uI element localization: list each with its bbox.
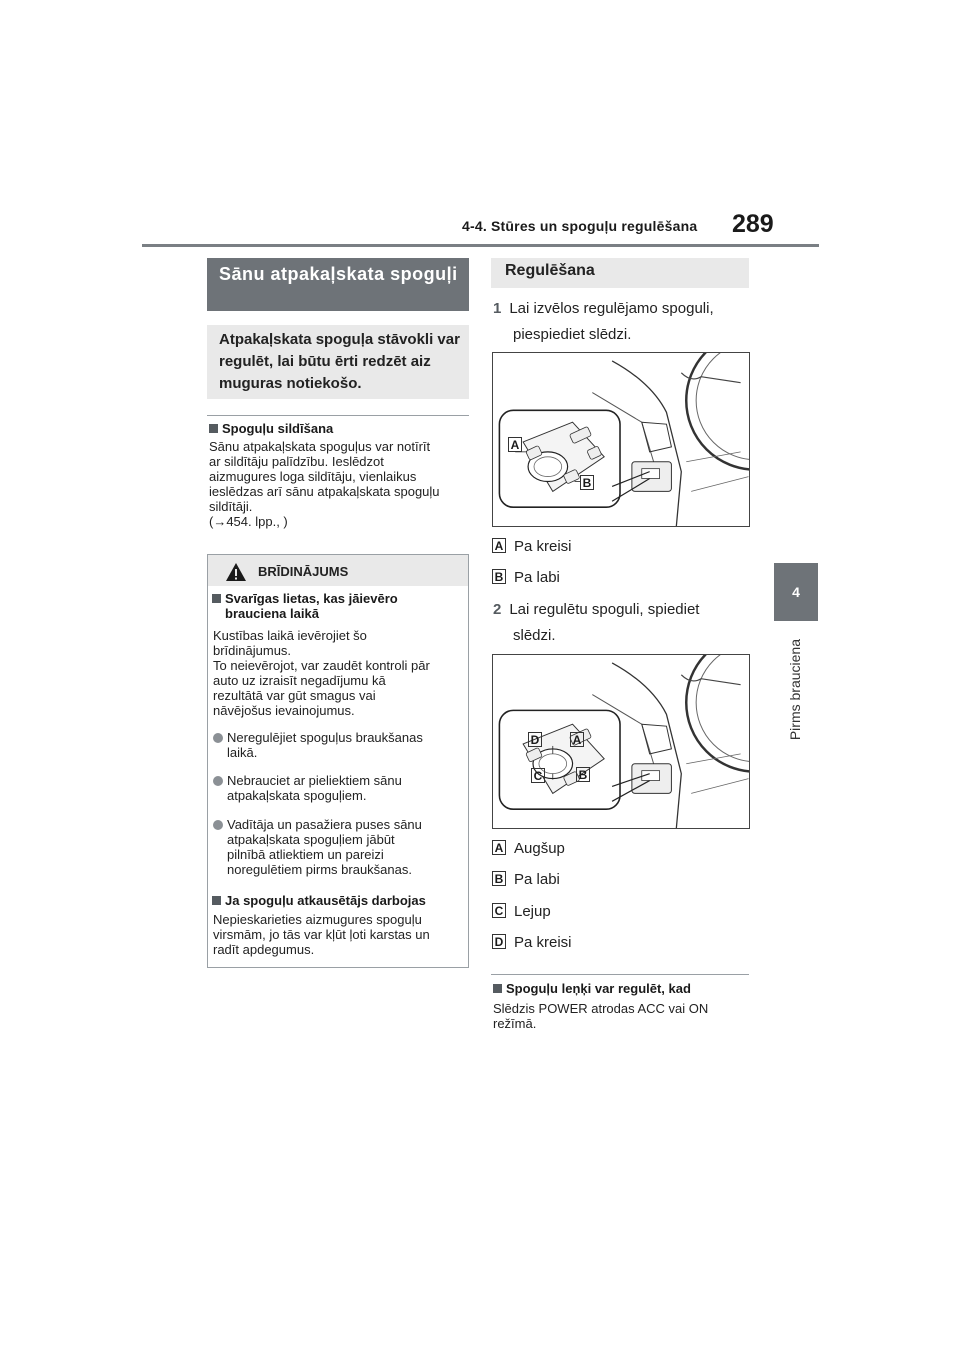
square-bullet-icon (212, 594, 221, 603)
note-body (493, 1001, 751, 1031)
warning-section2-body (213, 912, 465, 957)
heated-line: Sānu atpakaļskata spoguļus var notīrīt (209, 439, 431, 454)
legend-key: A (492, 840, 506, 855)
step-line: Lai regulētu spoguli, spiediet (509, 601, 700, 618)
right-section-title: Regulēšana (491, 258, 749, 288)
divider (207, 415, 469, 416)
round-bullet-icon (213, 733, 223, 743)
note-line: Slēdzis POWER atrodas ACC vai ON (493, 1001, 709, 1016)
body-line: radīt apdegumus. (213, 942, 315, 957)
heated-heading-text: Spoguļu sildīšana (222, 421, 334, 436)
figure-label-c: C (531, 768, 545, 783)
body-line: atpakaļskata spoguļiem jābūt (227, 832, 395, 847)
step-line: slēdzi. (513, 627, 556, 644)
figure-label-a: A (570, 732, 584, 747)
heated-body (209, 439, 471, 529)
body-line: Vadītāja un pasažiera puses sānu (227, 817, 422, 832)
legend-text: Lejup (514, 903, 551, 920)
chapter-title (784, 630, 806, 750)
warning-section2-heading (212, 893, 426, 908)
figure-label-d: D (528, 732, 542, 747)
heated-line: aizmugures loga sildītāju, vienlaikus (209, 469, 417, 484)
warning-title: BRĪDINĀJUMS (258, 564, 349, 579)
body-line: rezultātā var gūt smagus vai (213, 688, 376, 703)
mirror-switch-figure-1 (492, 352, 750, 527)
heated-line: sildītāji. (209, 499, 253, 514)
warning-section1-heading (212, 591, 462, 621)
legend-key: B (492, 569, 506, 584)
body-line: virsmām, jo tās var kļūt ļoti karstas un (213, 927, 430, 942)
header-divider (142, 244, 819, 247)
chapter-title-text: Pirms brauciena (787, 639, 803, 741)
left-section-title: Sānu atpakaļskata spoguļi (207, 258, 469, 311)
square-bullet-icon (493, 984, 502, 993)
body-line: laikā. (227, 745, 258, 760)
divider (491, 974, 749, 975)
step-line: Lai izvēlos regulējamo spoguli, (509, 300, 714, 317)
body-line: Nepieskarieties aizmugures spoguļu (213, 912, 422, 927)
section-header: 4-4. Stūres un spoguļu regulēšana (462, 218, 698, 234)
legend-key: A (492, 538, 506, 553)
body-line: auto uz izraisīt negadījumu kā (213, 673, 386, 688)
body-line: atpakaļskata spoguļiem. (227, 788, 367, 803)
legend-key: B (492, 871, 506, 886)
body-line: pilnībā atliektiem un pareizi (227, 847, 384, 862)
intro-box: Atpakaļskata spoguļa stāvokli var regulēt, lai būtu ērti redzēt aiz muguras notiekošo. (207, 325, 469, 399)
figure-label-b: B (580, 475, 594, 490)
heated-line: ar sildītāju palīdzību. Ieslēdzot (209, 454, 384, 469)
heated-line: ieslēdzas arī sānu atpakaļskata spoguļu (209, 484, 440, 499)
body-line: To neievērojot, var zaudēt kontroli pār (213, 658, 430, 673)
square-bullet-icon (209, 424, 218, 433)
note-line: režīmā. (493, 1016, 537, 1031)
body-line: noregulētiem pirms braukšanas. (227, 862, 412, 877)
page-number: 289 (732, 210, 774, 238)
legend-key: C (492, 903, 506, 918)
heading-text: Ja spoguļu atkausētājs darbojas (225, 893, 426, 908)
body-line: Nebrauciet ar pieliektiem sānu (227, 773, 402, 788)
heading-line: brauciena laikā (225, 606, 319, 621)
warning-bullet-3 (213, 817, 465, 877)
step-number: 2 (493, 601, 502, 618)
figure-label-b: B (576, 767, 590, 782)
step-1 (493, 296, 753, 348)
legend-text: Pa kreisi (514, 538, 572, 555)
legend-text: Pa labi (514, 871, 560, 888)
note-heading-text: Spoguļu leņķi var regulēt, kad (506, 981, 691, 996)
warning-bullet-2 (213, 773, 465, 803)
step-2 (493, 597, 753, 649)
legend-key: D (492, 934, 506, 949)
square-bullet-icon (212, 896, 221, 905)
warning-section1-body (213, 628, 465, 718)
warning-triangle-icon (225, 562, 247, 582)
body-line: Neregulējiet spoguļus braukšanas (227, 730, 423, 745)
step-line: piespiediet slēdzi. (513, 326, 632, 343)
figure-label-a: A (508, 437, 522, 452)
round-bullet-icon (213, 820, 223, 830)
heated-heading (209, 421, 333, 436)
note-heading (493, 981, 691, 996)
legend-text: Augšup (514, 840, 565, 857)
body-line: Kustības laikā ievērojiet šo (213, 628, 367, 643)
body-line: brīdinājumus. (213, 643, 292, 658)
chapter-tab: 4 (774, 563, 818, 621)
legend-text: Pa labi (514, 569, 560, 586)
body-line: nāvējošus ievainojumus. (213, 703, 355, 718)
round-bullet-icon (213, 776, 223, 786)
page-reference-link[interactable]: (→454. lpp., ) (209, 514, 288, 529)
legend-text: Pa kreisi (514, 934, 572, 951)
heading-line: Svarīgas lietas, kas jāievēro (225, 591, 398, 606)
step-number: 1 (493, 300, 502, 317)
warning-bullet-1 (213, 730, 465, 760)
